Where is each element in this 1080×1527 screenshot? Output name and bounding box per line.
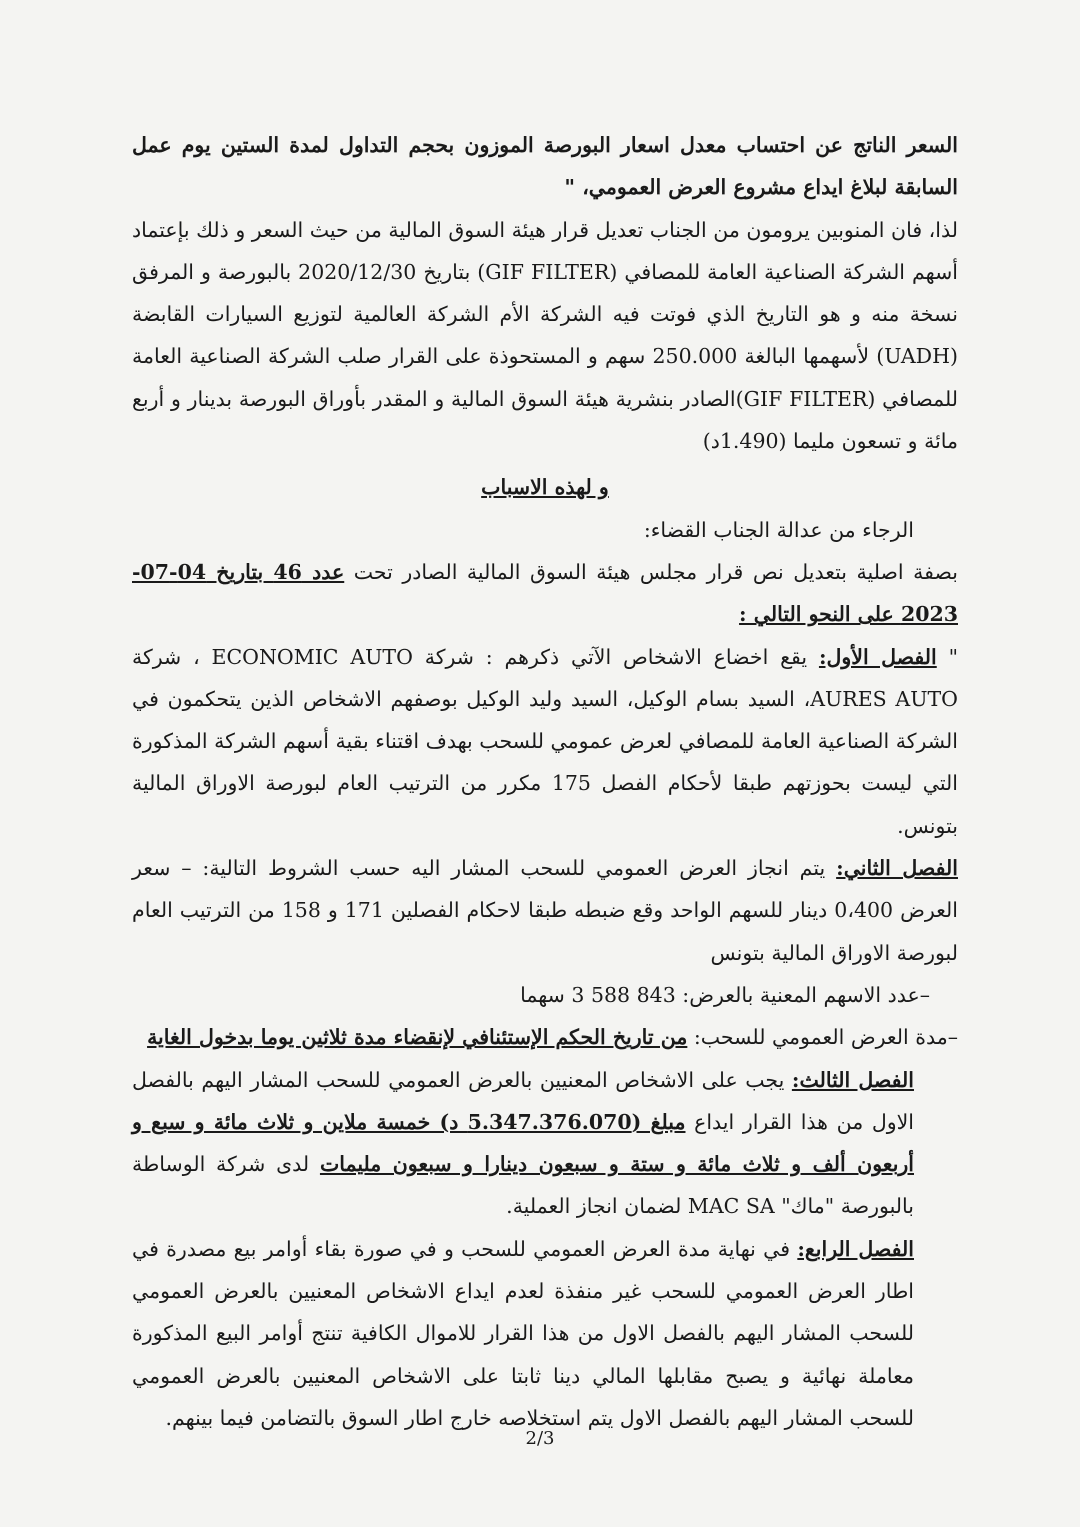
duration-label: –مدة العرض العمومي للسحب: xyxy=(687,1025,958,1050)
quote-mark: " xyxy=(936,644,959,669)
paragraph-request-amendment: لذا، فان المنوبين يرومون من الجناب تعديل قرار هيئة السوق المالية من حيث السعر و ذلك بإعتماد أسهم الشركة الصناعية العامة للمصافي (GIF FILTER) بتاريخ 2020/12/30 بالبورصة و المرفق نسخة منه و هو التاريخ الذي فوتت فيه الشركة الأم الشركة العالمية لتوزيع السيارات القابضة (UADH) لأسهمها البالغة 250.000 سهم و المستحوذة على القرار صلب الشركة الصناعية العامة للمصافي (GIF FILTER)الصادر بنشرية هيئة السوق المالية و المقدر بأوراق البورصة بدينار و أربع مائة و تسعون مليما (1.490د) xyxy=(132,217,958,454)
chapter-1-text: يقع اخضاع الاشخاص الآتي ذكرهم : شركة ECONOMIC AUTO ، شركة AURES AUTO، السيد بسام الوكيل، السيد وليد الوكيل بوصفهم الاشخاص الذين يتحكمون في الشركة الصناعية العامة للمصافي لعرض عمومي للسحب بهدف اقتناء بقية أسهم الشركة المذكورة التي ليست بحوزتهم طبقا لأحكام الفصل 175 مكرر من الترتيب العام لبورصة الاوراق المالية بتونس. xyxy=(132,644,959,838)
chapter-2 xyxy=(132,847,958,974)
decision-reference: عدد 46 بتاريخ 04-07-2023 على النحو التالي : xyxy=(132,559,958,627)
chapter-4-title: الفصل الرابع: xyxy=(797,1236,914,1261)
chapter-3-text-b: لدى شركة الوساطة بالبورصة "ماك" MAC SA لضمان انجاز العملية. xyxy=(132,1152,914,1219)
paragraph-price-quote: السعر الناتج عن احتساب معدل اسعار البورصة الموزون بحجم التداول لمدة الستين يوم عمل السابقة لبلاغ ايداع مشروع العرض العمومي، " xyxy=(132,133,958,200)
chapter-3-title: الفصل الثالث: xyxy=(791,1067,914,1092)
chapter-3-text-a: يجب على الاشخاص المعنيين بالعرض العمومي للسحب المشار اليهم بالفصل الاول من هذا القرار ايداع xyxy=(132,1067,914,1134)
paragraph-court-request: الرجاء من عدالة الجناب القضاء: xyxy=(643,517,914,542)
chapter-4-text: في نهاية مدة العرض العمومي للسحب و في صورة بقاء أوامر بيع مصدرة في اطار العرض العمومي للسحب غير منفذة لعدم ايداع الاشخاص المعنيين بالعرض العمومي للسحب المشار اليهم بالفصل الاول من هذا القرار للاموال الكافية تنتج أوامر البيع المذكورة معاملة نهائية و يصبح مقابلها المالي دينا ثابتا على الاشخاص المعنيين بالعرض العمومي للسحب المشار اليهم بالفصل الاول يتم استخلاصه خارج اطار السوق بالتضامن فيما بينهم. xyxy=(132,1236,914,1430)
list-item-duration xyxy=(132,1016,958,1058)
chapter-1 xyxy=(132,636,958,847)
list-item-shares: –عدد الاسهم المعنية بالعرض: 843 588 3 سهما xyxy=(520,982,930,1007)
chapter-1-title: الفصل الأول: xyxy=(818,644,937,669)
chapter-2-title: الفصل الثاني: xyxy=(836,856,958,881)
chapter-2-text: يتم انجاز العرض العمومي للسحب المشار اليه حسب الشروط التالية: – سعر العرض 0،400 دينار للسهم الواحد وقع ضبطه طبقا لاحكام الفصلين 171 و 158 من الترتيب العام لبورصة الاوراق المالية بتونس xyxy=(132,856,958,965)
chapter-3-amount: مبلغ (5.347.376.070 د) خمسة ملاين و ثلاث مائة و سبع و أربعون ألف و ثلاث مائة و ستة و سبعون دينارا و سبعون مليمات xyxy=(132,1109,914,1177)
chapter-3 xyxy=(132,1059,958,1228)
page-number: 2/3 xyxy=(525,1428,555,1449)
section-heading: و لهذه الاسباب xyxy=(481,475,609,500)
decision-intro: بصفة اصلية بتعديل نص قرار مجلس هيئة السوق المالية الصادر تحت xyxy=(344,559,958,584)
duration-value: من تاريخ الحكم الإستئنافي لإنقضاء مدة ثلاثين يوما بدخول الغاية xyxy=(147,1025,688,1050)
paragraph-original-decision xyxy=(132,551,958,636)
document-body xyxy=(132,124,958,1439)
chapter-4 xyxy=(132,1228,958,1439)
